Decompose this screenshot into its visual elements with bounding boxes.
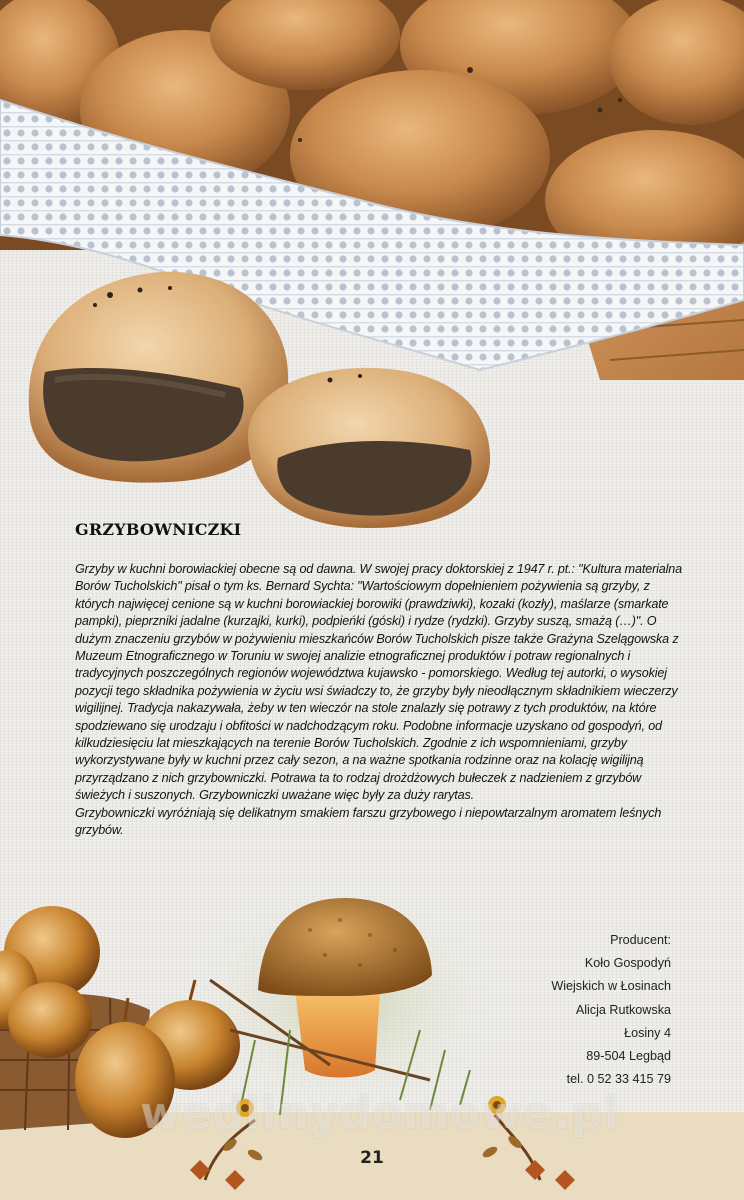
article-title: GRZYBOWNICZKI — [75, 520, 242, 539]
watermark: wedlinydomowe.pl — [140, 1088, 620, 1139]
article-body — [75, 561, 685, 840]
grzybowniczki-photo — [0, 0, 744, 540]
article-paragraph: Grzyby w kuchni borowiackiej obecne są od dawna. W swojej pracy doktorskiej z 1947 r. pt.: "Kultura materialna Borów Tucholskich" pisał o tym ks. Bernard Sychta: "Wartościowym dopełnieniem pożywienia są grzyby, z których najwięcej cenione są w kuchni borowiackiej borowiki (prawdziwki), kozaki (kozły), maślarze (smarkate pampki), pieprzniki jadalne (kurzajki, kurki), podpieńki (góski) i rydze (rydzki). Grzyby suszą, smażą (…)". O dużym znaczeniu grzybów w pożywieniu mieszkańców Borów Tucholskich pisze także Grażyna Szelągowska z Muzeum Etnograficznego w Toruniu w swojej analizie etnograficznej produktów i potraw regionalnych i tradycyjnych poszczególnych regionów województwa kujawsko - pomorskiego. Według tej autorki, o wysokiej pozycji tego składnika pożywienia w życiu wsi świadczy to, że grzyby były nieodłącznym składnikiem wieczerzy wigilijnej. Tradycja nakazywała, żeby w ten wieczór na stole znalazły się potrawy z tych produktów, na które spodziewano się urodzaju i obfitości w nadchodzącym roku. Podobne informacje uzyskano od gospodyń, od kilkudziesięciu lat mieszkających na terenie Borów Tucholskich. Zgodnie z ich wspomnieniami, grzyby wykorzystywane były w kuchni przez cały sezon, a na ważne spotkania rodzinne oraz na kolację wigilijną przyrządzano z nich grzybowniczki. Potrawa ta to rodzaj drożdżowych bułeczek z nadzieniem z grzybów świeżych i suszonych. Grzybowniczki uważane więc były za duży rarytas. — [75, 562, 682, 803]
producer-line: Alicja Rutkowska — [575, 1002, 671, 1017]
article-paragraph: Grzybowniczki wyróżniają się delikatnym smakiem farszu grzybowego i niepowtarzalnym aromatem leśnych grzybów. — [75, 805, 662, 838]
producer-phone: tel. 0 52 33 415 79 — [566, 1072, 671, 1087]
page-number: 21 — [360, 1148, 384, 1168]
producer-line: Wiejskich w Łosinach — [551, 979, 671, 994]
producer-info — [551, 929, 671, 1091]
producer-line: 89-504 Legbąd — [586, 1049, 671, 1064]
producer-label: Producent: — [610, 933, 671, 947]
producer-line: Koło Gospodyń — [584, 956, 671, 971]
producer-line: Łosiny 4 — [624, 1025, 671, 1040]
